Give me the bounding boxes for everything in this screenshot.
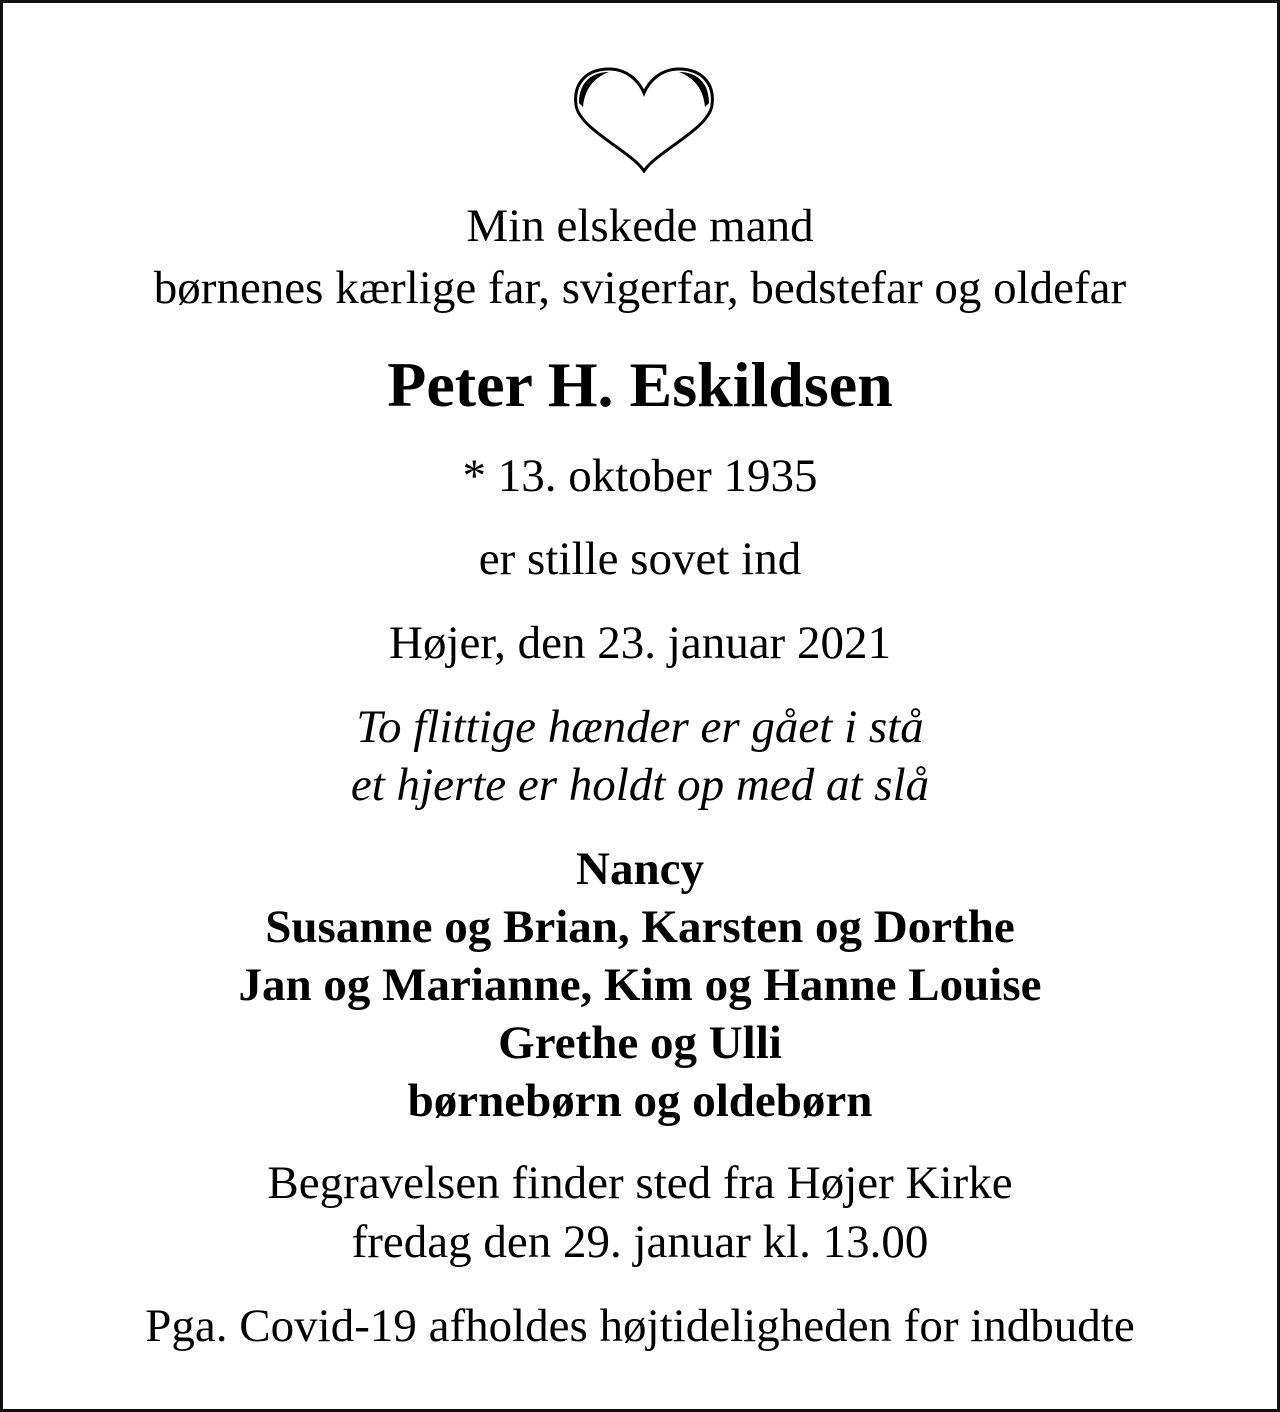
verse-line-2: et hjerte er holdt op med at slå bbox=[350, 759, 930, 811]
covid-note: Pga. Covid-19 afholdes højtideligheden for indbudte bbox=[145, 1300, 1135, 1352]
heart-icon bbox=[571, 67, 717, 173]
funeral-line-1: Begravelsen finder sted fra Højer Kirke bbox=[267, 1157, 1013, 1209]
deceased-name: Peter H. Eskildsen bbox=[387, 349, 893, 420]
intro-line-1: Min elskede mand bbox=[466, 200, 814, 252]
family-line-3: Jan og Marianne, Kim og Hanne Louise bbox=[238, 959, 1042, 1011]
passing-phrase: er stille sovet ind bbox=[478, 533, 802, 585]
intro-line-2: børnenes kærlige far, svigerfar, bedstefar og oldefar bbox=[153, 262, 1127, 314]
family-line-1: Nancy bbox=[576, 843, 704, 895]
family-line-2: Susanne og Brian, Karsten og Dorthe bbox=[265, 901, 1015, 953]
funeral-line-2: fredag den 29. januar kl. 13.00 bbox=[351, 1216, 929, 1268]
birth-date: * 13. oktober 1935 bbox=[462, 450, 818, 502]
family-line-5: børnebørn og oldebørn bbox=[407, 1075, 873, 1127]
family-line-4: Grethe og Ulli bbox=[498, 1017, 782, 1069]
place-and-date: Højer, den 23. januar 2021 bbox=[389, 617, 891, 669]
verse-line-1: To flittige hænder er gået i stå bbox=[356, 701, 924, 753]
